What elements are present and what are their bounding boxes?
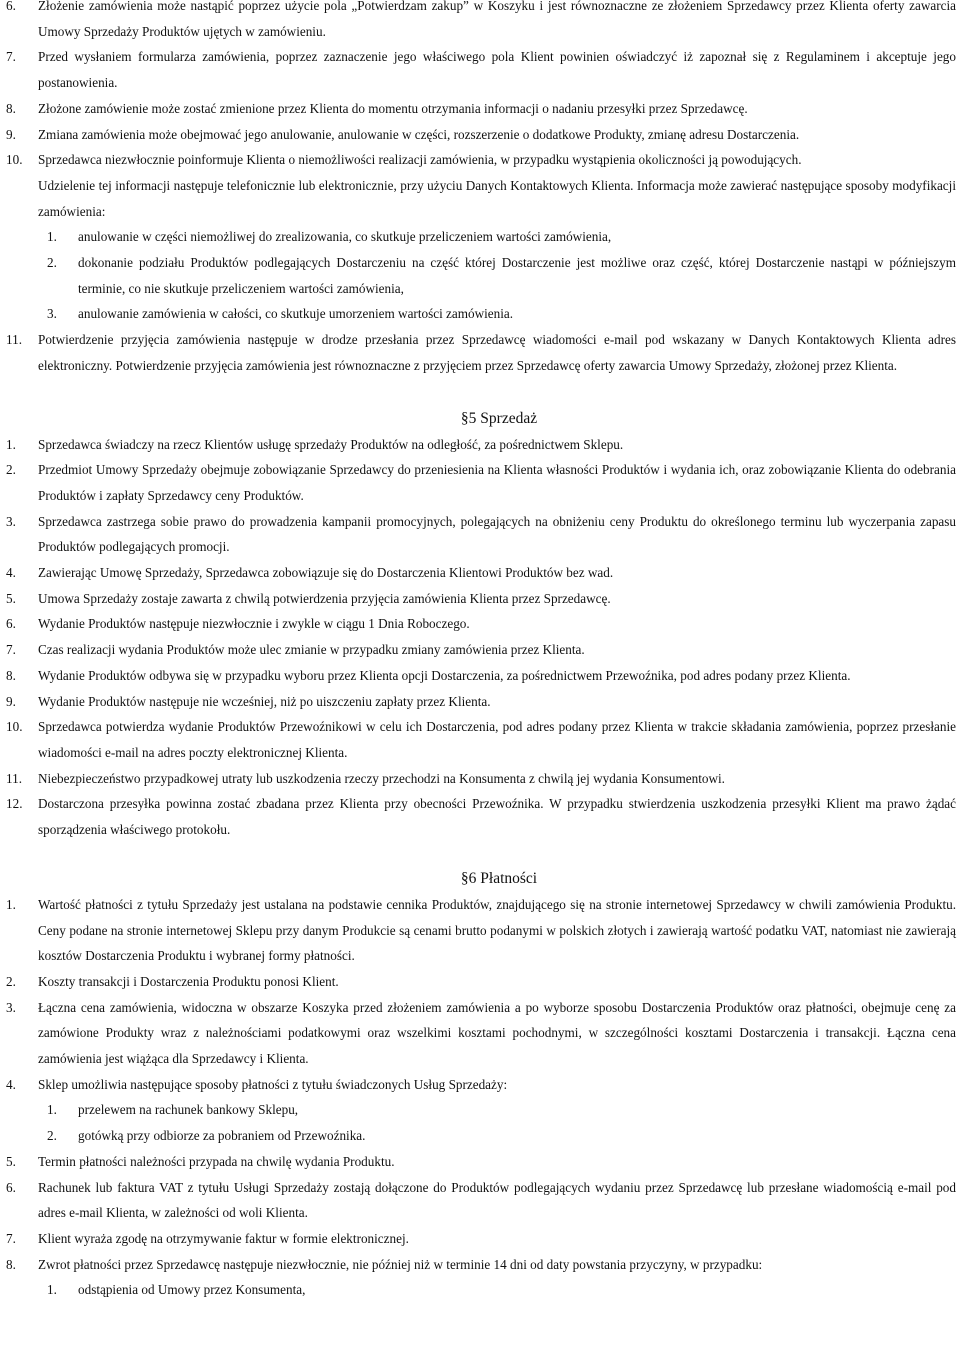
item-text: Złożone zamówienie może zostać zmienione przez Klienta do momentu otrzymania informacji o nadaniu przesyłki przez Sprzedawcę. (38, 100, 748, 116)
item-text: anulowanie w części niemożliwej do zrealizowania, co skutkuje przeliczeniem wartości zamówienia, (78, 229, 612, 245)
list-item (0, 432, 960, 458)
list-item (0, 1149, 960, 1175)
item-number: 12. (6, 796, 23, 812)
item-number: 8. (6, 667, 16, 683)
item-text: dokonanie podziału Produktów podlegających Dostarczeniu na część której Dostarczenie jest możliwe oraz część, której Dostarczenie nastąpi w późniejszym terminie, co nie skutkuje przeliczeniem wartości zamówienia, (78, 255, 956, 296)
item-text: Rachunek lub faktura VAT z tytułu Usługi Sprzedaży zostają dołączone do Produktów podlegających wydaniu przez Sprzedawcę lub przesłane wiadomością e-mail pod adres e-mail Klienta, w zależności od woli Klienta. (38, 1179, 956, 1221)
item-number: 2. (47, 255, 57, 271)
item-text: Zawierając Umowę Sprzedaży, Sprzedawca zobowiązuje się do Dostarczenia Klientowi Produktów bez wad. (38, 565, 614, 581)
item-number: 6. (6, 0, 16, 13)
list-item (0, 637, 960, 663)
list-item (0, 457, 960, 508)
item-number: 11. (6, 332, 22, 348)
item-text: Zmiana zamówienia może obejmować jego anulowanie, anulowanie w części, rozszerzenie o dodatkowe Produkty, zmianę adresu Dostarczenia. (38, 126, 800, 142)
list-item (0, 586, 960, 612)
item-text: gotówką przy odbiorze za pobraniem od Przewoźnika. (78, 1128, 366, 1144)
item-text: Klient wyraża zgodę na otrzymywanie faktur w formie elektronicznej. (38, 1230, 409, 1246)
item-number: 10. (6, 152, 23, 168)
item-number: 11. (6, 770, 22, 786)
item-text: anulowanie zamówienia w całości, co skutkuje umorzeniem wartości zamówienia. (78, 306, 514, 322)
item-text: Sprzedawca świadczy na rzecz Klientów usługę sprzedaży Produktów na odległość, za pośrednictwem Sklepu. (38, 436, 624, 452)
item-text: Potwierdzenie przyjęcia zamówienia następuje w drodze przesłania przez Sprzedawcę wiadomości e-mail pod wskazany w Danych Kontaktowych Klienta adres elektroniczny. Potwierdzenie przyjęcia zamówienia jest równoznaczne z przyjęciem przez Sprzedawcę oferty zawarcia Umowy Sprzedaży, złożonej przez Klienta. (38, 332, 956, 373)
item-number: 8. (6, 100, 16, 116)
item-number: 6. (6, 1179, 16, 1195)
section-heading: §6 Płatności (460, 869, 538, 887)
item-number: 2. (6, 973, 16, 989)
item-text: Sprzedawca potwierdza wydanie Produktów Przewoźnikowi w celu ich Dostarczenia, pod adres podany przez Klienta w trakcie składania zamówienia, poprzez przesłanie wiadomości e-mail na adres poczty elektronicznej Klienta. (38, 719, 956, 760)
sub-list-item (0, 1097, 960, 1123)
paragraph: Udzielenie tej informacji następuje telefonicznie lub elektronicznie, przy użyciu Danych Kontaktowych Klienta. Informacja może zawierać następujące sposoby modyfikacji zamówienia: (38, 177, 956, 219)
sub-list-item (0, 250, 960, 301)
list-item (0, 327, 960, 378)
item-text: Przedmiot Umowy Sprzedaży obejmuje zobowiązanie Sprzedawcy do przeniesienia na Klienta własności Produktów i wydania ich, oraz zobowiązanie Klienta do odebrania Produktów i zapłaty Sprzedawcy ceny Produktów. (38, 462, 956, 503)
list-item (0, 1175, 960, 1226)
item-number: 3. (47, 306, 57, 322)
list-item (0, 147, 960, 173)
item-text: Termin płatności należności przypada na chwilę wydania Produktu. (38, 1153, 395, 1169)
list-item (0, 509, 960, 560)
item-text: Przed wysłaniem formularza zamówienia, poprzez zaznaczenie jego właściwego pola Klient powinien oświadczyć iż zapoznał się z Regulaminem i akceptuje jego postanowienia. (38, 49, 956, 91)
item-number: 2. (47, 1128, 57, 1144)
item-number: 5. (6, 1153, 16, 1169)
item-number: 5. (6, 590, 16, 606)
item-number: 10. (6, 719, 23, 735)
item-number: 9. (6, 693, 16, 709)
list-item (0, 611, 960, 637)
section-heading: §5 Sprzedaż (460, 409, 538, 427)
list-item (0, 122, 960, 148)
item-text: Łączna cena zamówienia, widoczna w obszarze Koszyka przed złożeniem zamówienia a po wyborze sposobu Dostarczenia Produktów oraz płatności, obejmuje cenę za zamówione Produkty wraz z należnościami podatkowymi oraz wszelkimi kosztami pochodnymi, w szczególności kosztami Dostarczenia i transakcji. Łączna cena zamówienia jest wiążąca dla Sprzedawcy i Klienta. (38, 999, 956, 1067)
item-number: 7. (6, 49, 16, 65)
list-item (0, 791, 960, 842)
item-text: Złożenie zamówienia może nastąpić poprzez użycie pola „Potwierdzam zakup” w Koszyku i jest równoznaczne ze złożeniem Sprzedawcy przez Klienta oferty zawarcia Umowy Sprzedaży Produktów ujętych w zamówieniu. (38, 0, 956, 39)
item-number: 1. (6, 896, 16, 912)
list-item (0, 663, 960, 689)
item-number: 4. (6, 1076, 16, 1092)
sub-list-item (0, 1277, 960, 1303)
list-item (0, 1072, 960, 1098)
list-item (0, 892, 960, 969)
item-text: Sklep umożliwia następujące sposoby płatności z tytułu świadczonych Usług Sprzedaży: (38, 1076, 508, 1092)
item-number: 3. (6, 999, 16, 1015)
item-text: Zwrot płatności przez Sprzedawcę następuje niezwłocznie, nie później niż w terminie 14 dni od daty powstania przyczyny, w przypadku: (38, 1256, 763, 1272)
item-number: 9. (6, 126, 16, 142)
item-number: 7. (6, 1230, 16, 1246)
list-item (0, 995, 960, 1072)
list-item (0, 714, 960, 765)
item-number: 3. (6, 513, 16, 529)
item-number: 2. (6, 462, 16, 478)
list-item (0, 560, 960, 586)
item-number: 6. (6, 616, 16, 632)
item-number: 1. (47, 1282, 57, 1298)
item-number: 8. (6, 1256, 16, 1272)
list-item (0, 0, 960, 44)
item-text: Wartość płatności z tytułu Sprzedaży jest ustalana na podstawie cennika Produktów, znajdującego się na stronie internetowej Sprzedawcy w chwili zamówienia Produktu. Ceny podane na stronie internetowej Sklepu przy danym Produkcie są cenami brutto podanymi w polskich złotych i zawierają wartość podatku VAT, natomiast nie zawierają kosztów Dostarczenia Produktu i wybranej formy płatności. (38, 896, 956, 964)
list-item (0, 44, 960, 95)
item-number: 7. (6, 642, 16, 658)
list-item (0, 1252, 960, 1278)
item-number: 1. (47, 1102, 57, 1118)
item-text: odstąpienia od Umowy przez Konsumenta, (78, 1282, 306, 1298)
list-item (0, 969, 960, 995)
list-item (0, 1226, 960, 1252)
item-text: przelewem na rachunek bankowy Sklepu, (78, 1102, 299, 1118)
list-item (0, 689, 960, 715)
item-text: Koszty transakcji i Dostarczenia Produktu ponosi Klient. (38, 973, 339, 989)
sub-list-item (0, 224, 960, 250)
item-text: Sprzedawca niezwłocznie poinformuje Klienta o niemożliwości realizacji zamówienia, w przypadku wystąpienia okoliczności ją powodujących. (38, 152, 802, 168)
sub-list-item (0, 301, 960, 327)
item-text: Dostarczona przesyłka powinna zostać zbadana przez Klienta przy obecności Przewoźnika. W przypadku stwierdzenia uszkodzenia przesyłki Klient ma prawo żądać sporządzenia właściwego protokołu. (38, 796, 956, 838)
item-text: Wydanie Produktów następuje niezwłocznie i zwykle w ciągu 1 Dnia Roboczego. (38, 616, 470, 632)
list-item (0, 96, 960, 122)
item-text: Wydanie Produktów następuje nie wcześniej, niż po uiszczeniu zapłaty przez Klienta. (38, 693, 491, 709)
sub-list-item (0, 1123, 960, 1149)
item-number: 1. (47, 229, 57, 245)
item-text: Sprzedawca zastrzega sobie prawo do prowadzenia kampanii promocyjnych, polegających na obniżeniu ceny Produktu do określonego terminu lub wyczerpania zapasu Produktów podlegających promocji. (38, 513, 956, 555)
item-text: Czas realizacji wydania Produktów może ulec zmianie w przypadku zmiany zamówienia przez Klienta. (38, 642, 585, 658)
list-item (0, 766, 960, 792)
item-number: 4. (6, 565, 16, 581)
item-text: Umowa Sprzedaży zostaje zawarta z chwilą potwierdzenia przyjęcia zamówienia Klienta przez Sprzedawcę. (38, 590, 611, 606)
item-text: Wydanie Produktów odbywa się w przypadku wyboru przez Klienta opcji Dostarczenia, za pośrednictwem Przewoźnika, pod adres podany przez Klienta. (38, 667, 851, 683)
item-text: Niebezpieczeństwo przypadkowej utraty lub uszkodzenia rzeczy przechodzi na Konsumenta z chwilą jej wydania Konsumentowi. (38, 770, 725, 786)
item-number: 1. (6, 436, 16, 452)
